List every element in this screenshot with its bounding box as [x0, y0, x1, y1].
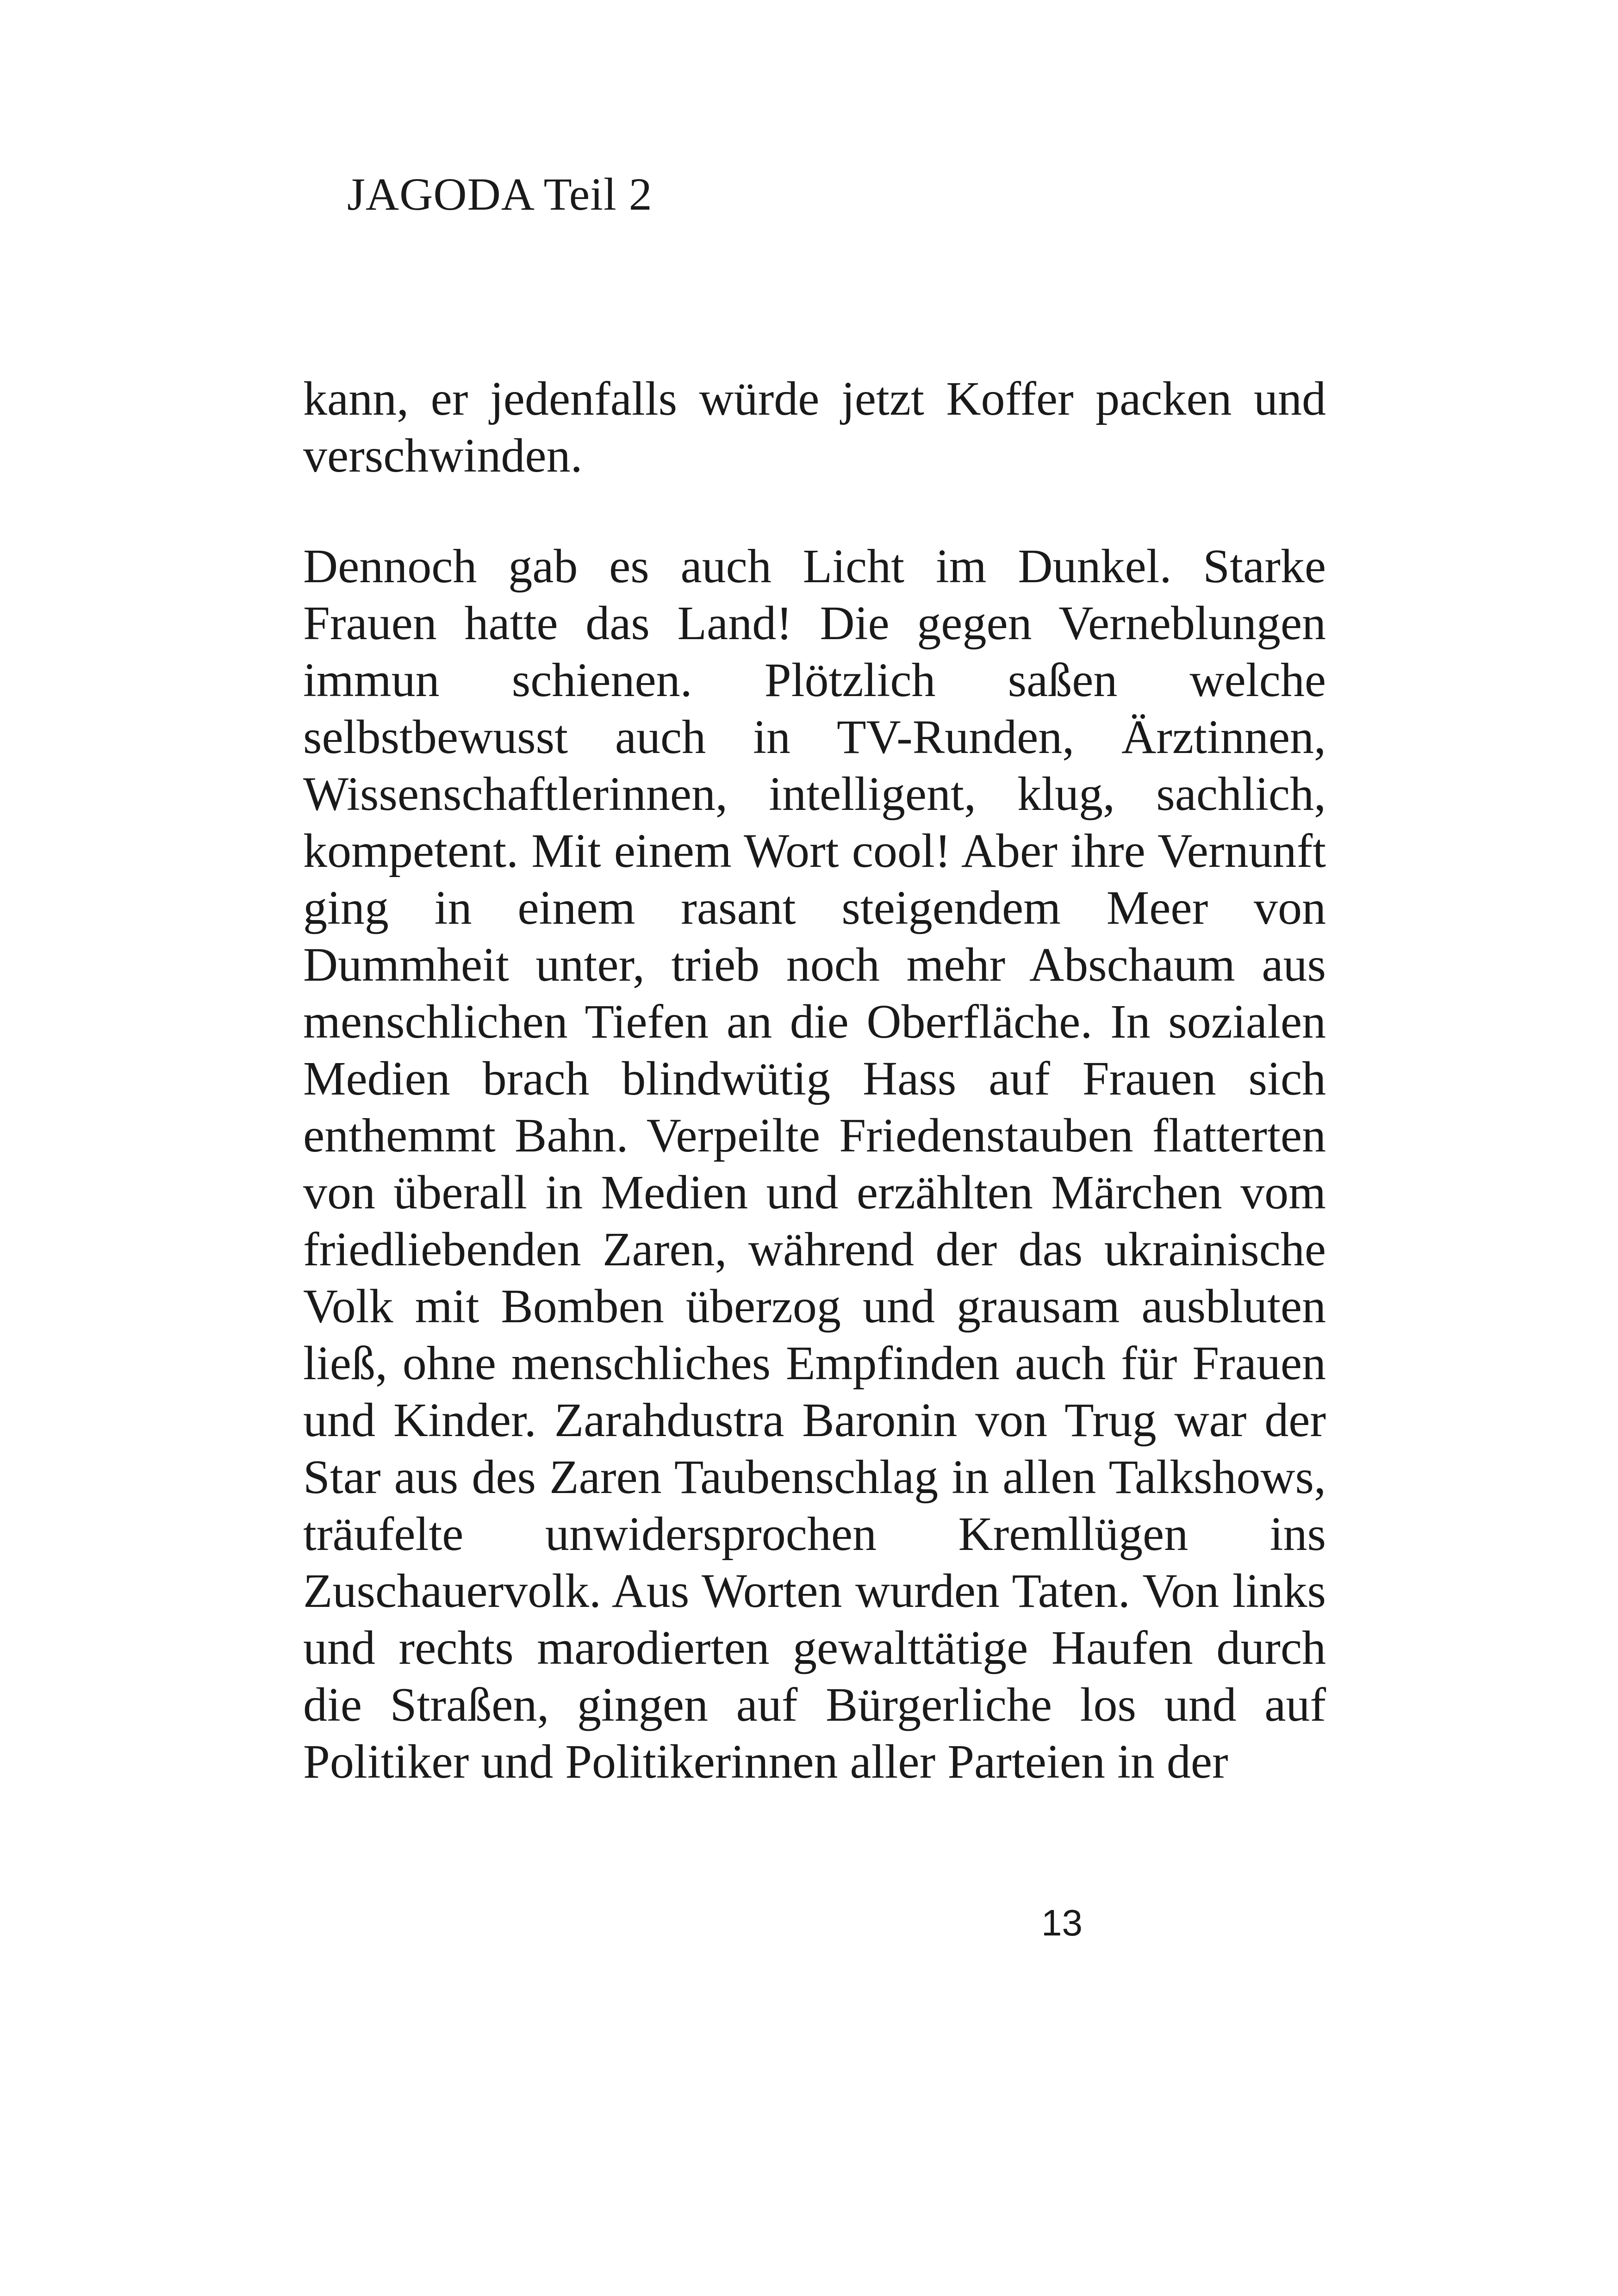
running-header-title: JAGODA Teil 2: [347, 168, 653, 220]
paragraph-main: Dennoch gab es auch Licht im Dunkel. Starke Frauen hatte das Land! Die gegen Verneblungen immun schienen. Plötzlich saßen welche selbstbewusst auch in TV-Runden, Ärztinnen, Wissenschaftlerinnen, intelligent, klug, sachlich, kompetent. Mit einem Wort cool! Aber ihre Vernunft ging in einem rasant steigendem Meer von Dummheit unter, trieb noch mehr Abschaum aus menschlichen Tiefen an die Oberfläche. In sozialen Medien brach blindwütig Hass auf Frauen sich enthemmt Bahn. Verpeilte Friedenstauben flatterten von überall in Medien und erzählten Märchen vom friedliebenden Zaren, während der das ukrainische Volk mit Bomben überzog und grausam ausbluten ließ, ohne menschliches Empfinden auch für Frauen und Kinder. Zarahdustra Baronin von Trug war der Star aus des Zaren Taubenschlag in allen Talkshows, träufelte unwidersprochen Kremllügen ins Zuschauervolk. Aus Worten wurden Taten. Von links und rechts marodierten gewalttätige Haufen durch die Straßen, gingen auf Bürgerliche los und auf Politiker und Politikerinnen aller Parteien in der: [303, 540, 1326, 1788]
body-text: [303, 370, 1326, 1790]
paragraph-continuation: kann, er jedenfalls würde jetzt Koffer packen und verschwinden.: [303, 372, 1326, 482]
page-number: 13: [1041, 1902, 1083, 1943]
